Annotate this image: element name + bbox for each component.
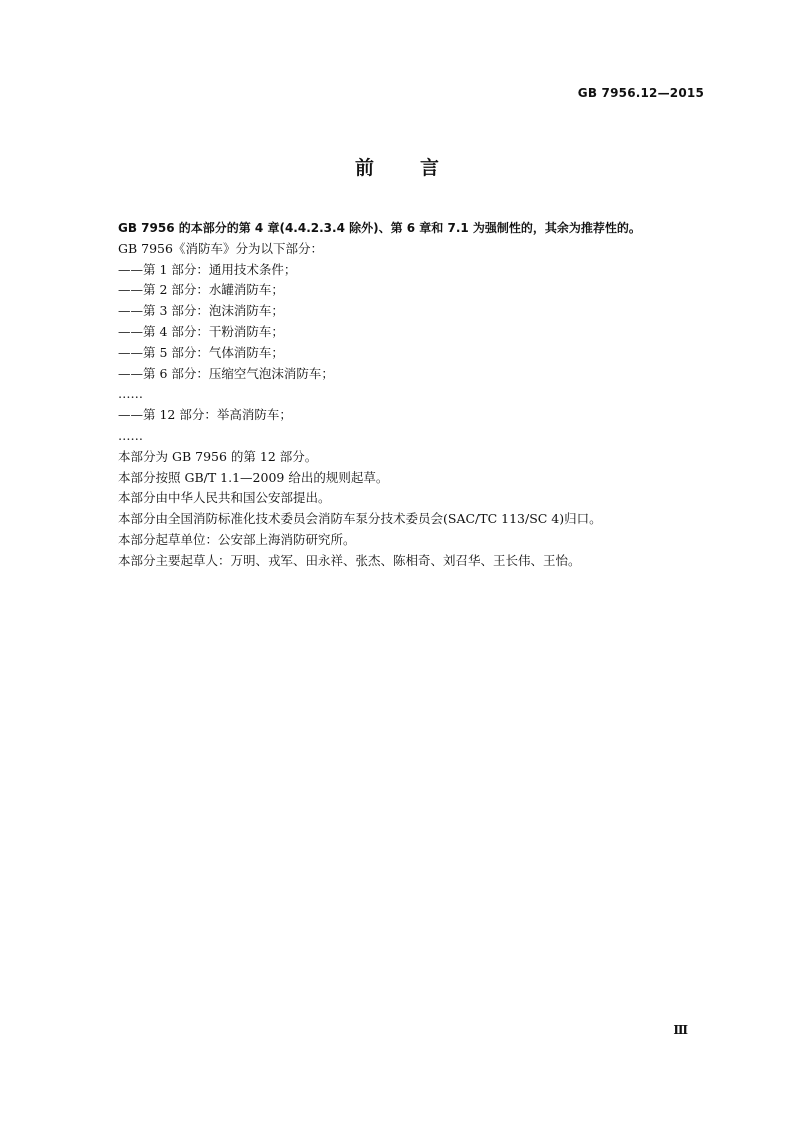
part-list-item: ——第 4 部分：干粉消防车； bbox=[118, 323, 284, 339]
drafting-organization: 本部分起草单位：公安部上海消防研究所。 bbox=[118, 531, 356, 547]
mandatory-clause-statement: GB 7956 的本部分的第 4 章(4.4.2.3.4 除外)、第 6 章和 7.1 为强制性的，其余为推荐性的。 bbox=[118, 221, 641, 235]
series-intro: GB 7956《消防车》分为以下部分： bbox=[118, 240, 323, 256]
part-list-item: ——第 2 部分：水罐消防车； bbox=[118, 282, 284, 298]
proposer-statement: 本部分由中华人民共和国公安部提出。 bbox=[118, 490, 331, 506]
part-statement: 本部分为 GB 7956 的第 12 部分。 bbox=[118, 448, 318, 464]
standard-number: GB 7956.12—2015 bbox=[577, 86, 704, 100]
part-list-ellipsis: …… bbox=[118, 427, 143, 443]
part-list-ellipsis: …… bbox=[118, 386, 143, 402]
drafters-list: 本部分主要起草人：万明、戎军、田永祥、张杰、陈相奇、刘召华、王长伟、王怡。 bbox=[118, 552, 581, 568]
part-list-item: ——第 5 部分：气体消防车； bbox=[118, 344, 284, 360]
part-list-item: ——第 1 部分：通用技术条件； bbox=[118, 261, 297, 277]
technical-committee-statement: 本部分由全国消防标准化技术委员会消防车泵分技术委员会(SAC/TC 113/SC 4)归口。 bbox=[118, 511, 602, 527]
page-number: Ⅲ bbox=[673, 1023, 688, 1037]
page-title: 前言 bbox=[354, 157, 485, 179]
foreword-body bbox=[118, 218, 698, 572]
drafting-rules-statement: 本部分按照 GB/T 1.1—2009 给出的规则起草。 bbox=[118, 469, 389, 485]
part-list-item: ——第 3 部分：泡沫消防车； bbox=[118, 303, 284, 319]
part-list-item: ——第 12 部分：举高消防车； bbox=[118, 407, 292, 423]
part-list-item: ——第 6 部分：压缩空气泡沫消防车； bbox=[118, 365, 334, 381]
